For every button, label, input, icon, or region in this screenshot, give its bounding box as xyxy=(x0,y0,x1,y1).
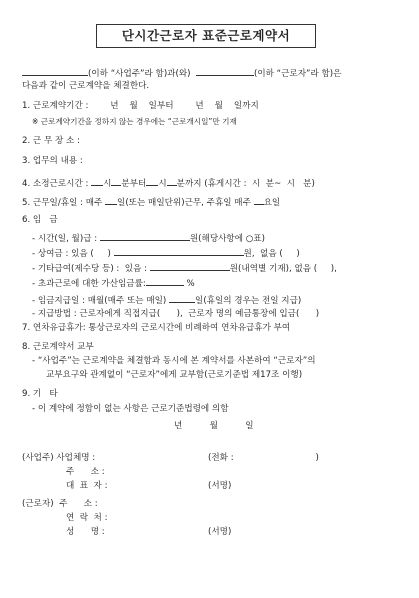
intro-text-b: (이하 “근로자”라 함)은 xyxy=(253,69,342,79)
intro-text-a: (이하 “사업주”라 함)과(와) xyxy=(88,69,191,79)
contract-period-note: ※ 근로계약기간을 정하지 않는 경우에는 “근로개시일”만 기재 xyxy=(32,117,237,126)
wage-hourly: - 시간(일, 월)급 : 원(해당사항에 ○표) xyxy=(32,231,265,245)
employee-contact: 연 락 처 : xyxy=(66,513,108,523)
wage-payday: - 임금지급일 : 매월(매주 또는 매일) 일(휴일의 경우는 전일 지급) xyxy=(32,293,301,307)
employer-blank[interactable] xyxy=(22,66,88,76)
contract-date: 년 월 일 xyxy=(174,421,254,431)
bonus-blank[interactable] xyxy=(114,246,244,256)
clause-other: 9. 기 타 xyxy=(22,389,58,399)
wage-bonus: - 상여금 : 있음 ( ) 원, 없음 ( ) xyxy=(32,246,300,260)
intro-line-2: 다음과 같이 근로계약을 체결한다. xyxy=(22,81,150,91)
allowance-blank[interactable] xyxy=(150,261,230,271)
clause-workplace: 2. 근 무 장 소 : xyxy=(22,136,80,146)
wage-other-allowances: - 기타급여(제수당 등) : 있음 : 원(내역별 기재), 없음 ( ), xyxy=(32,261,337,275)
clause-contract-delivery: 8. 근로계약서 교부 xyxy=(22,342,94,352)
other-line-1: - 이 계약에 정함이 없는 사항은 근로기준법령에 의함 xyxy=(32,404,229,414)
clause-workdays: 5. 근무일/휴일 : 매주 일(또는 매일단위)근무, 주휴일 매주 요일 xyxy=(22,195,280,209)
start-minute-blank[interactable] xyxy=(111,176,121,186)
document-title: 단시간근로자 표준근로계약서 xyxy=(96,24,316,48)
employee-signature[interactable]: (서명) xyxy=(208,527,232,537)
employee-blank[interactable] xyxy=(196,66,254,76)
clause-job-description: 3. 업무의 내용 : xyxy=(22,156,83,166)
clause-annual-leave: 7. 연차유급휴가: 통상근로자의 근로시간에 비례하여 연차유급휴가 부여 xyxy=(22,323,291,333)
overtime-rate-blank[interactable] xyxy=(146,276,184,286)
hourly-wage-blank[interactable] xyxy=(100,231,190,241)
intro-line-1 xyxy=(22,66,341,80)
end-hour-blank[interactable] xyxy=(146,176,158,186)
end-minute-blank[interactable] xyxy=(167,176,177,186)
employer-address: 주 소 : xyxy=(66,467,105,477)
clause-wage: 6. 임 금 xyxy=(22,215,58,225)
start-hour-blank[interactable] xyxy=(91,176,103,186)
employer-phone: (전화 : ) xyxy=(208,453,319,463)
contract-delivery-line-1: - “사업주”는 근로계약을 체결함과 동시에 본 계약서를 사본하여 “근로자”의 xyxy=(32,356,316,366)
wage-payment-method: - 지급방법 : 근로자에게 직접지급( ), 근로자 명의 예금통장에 입금( ) xyxy=(32,309,320,319)
clause-working-hours: 4. 소정근로시간 : 시 분부터 시 분까지 (휴게시간 : 시 분~ 시 분) xyxy=(22,176,315,190)
wage-overtime-rate: - 초과근로에 대한 가산임금률: % xyxy=(32,276,195,290)
workdays-blank[interactable] xyxy=(105,195,117,205)
employee-address: (근로자) 주 소 : xyxy=(22,499,98,509)
employer-signature[interactable]: (서명) xyxy=(208,481,232,491)
clause-contract-period: 1. 근로계약기간 : 년 월 일부터 년 월 일까지 xyxy=(22,101,259,111)
employer-representative: 대 표 자 : xyxy=(66,481,108,491)
contract-delivery-line-2: 교부요구와 관계없이 “근로자”에게 교부함(근로기준법 제17조 이행) xyxy=(46,370,303,380)
payday-blank[interactable] xyxy=(169,293,195,303)
employee-name: 성 명 : xyxy=(66,527,105,537)
employer-business-name: (사업주) 사업체명 : xyxy=(22,453,96,463)
holiday-blank[interactable] xyxy=(254,195,264,205)
